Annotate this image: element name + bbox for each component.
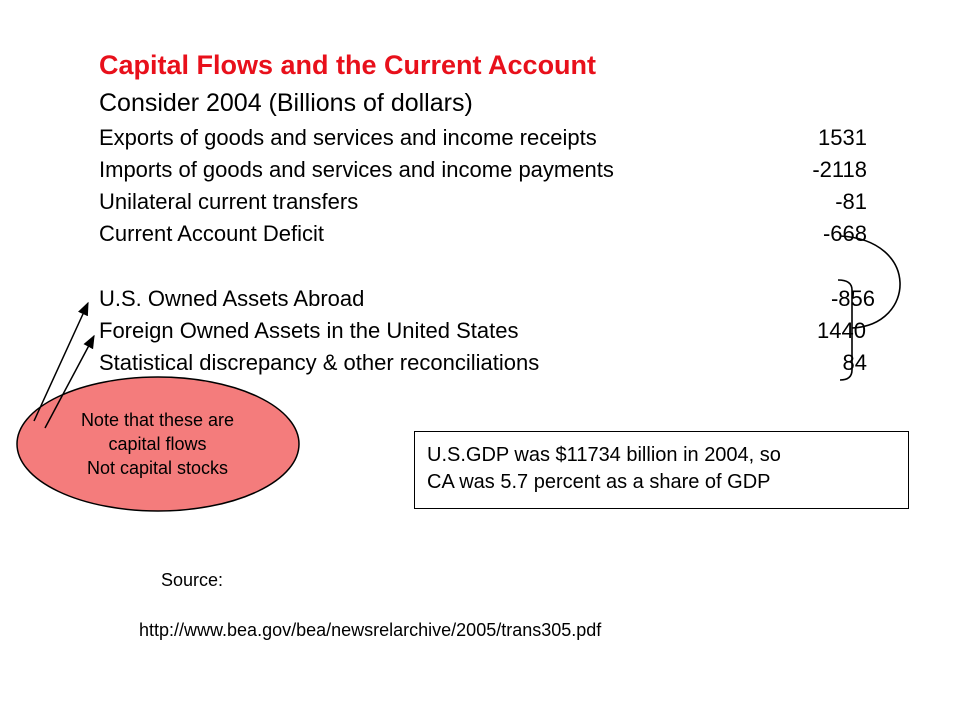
gdp-note-line: U.S.GDP was $11734 billion in 2004, so <box>427 444 781 466</box>
gdp-note-line: CA was 5.7 percent as a share of GDP <box>427 471 771 493</box>
row-value: -2118 <box>812 157 867 182</box>
note-line: capital flows <box>108 433 207 454</box>
row-value: -856 <box>830 286 875 311</box>
row-value: -81 <box>835 189 867 214</box>
row-label: Imports of goods and services and income payments <box>99 157 614 182</box>
row-label: Exports of goods and services and income receipts <box>99 125 597 150</box>
note-callout <box>16 376 299 511</box>
row-value: 84 <box>842 350 867 375</box>
capital-bracket <box>838 280 852 380</box>
row-label: Current Account Deficit <box>99 221 324 246</box>
row-value: 1440 <box>817 318 866 343</box>
source-label: Source: <box>161 570 224 590</box>
row-label: Unilateral current transfers <box>99 189 359 214</box>
gdp-note-box <box>414 431 909 509</box>
row-label: Statistical discrepancy & other reconciliations <box>99 350 540 375</box>
slide-subtitle: Consider 2004 (Billions of dollars) <box>99 89 473 117</box>
slide-title: Capital Flows and the Current Account <box>99 50 597 80</box>
row-label: U.S. Owned Assets Abroad <box>99 286 365 311</box>
row-label: Foreign Owned Assets in the United States <box>99 318 519 343</box>
row-value: -668 <box>822 221 867 246</box>
row-value: 1531 <box>818 125 867 150</box>
note-line: Note that these are <box>80 409 235 430</box>
source-url-link[interactable]: http://www.bea.gov/bea/newsrelarchive/2005/trans305.pdf <box>139 620 602 640</box>
note-line: Not capital stocks <box>86 457 229 478</box>
